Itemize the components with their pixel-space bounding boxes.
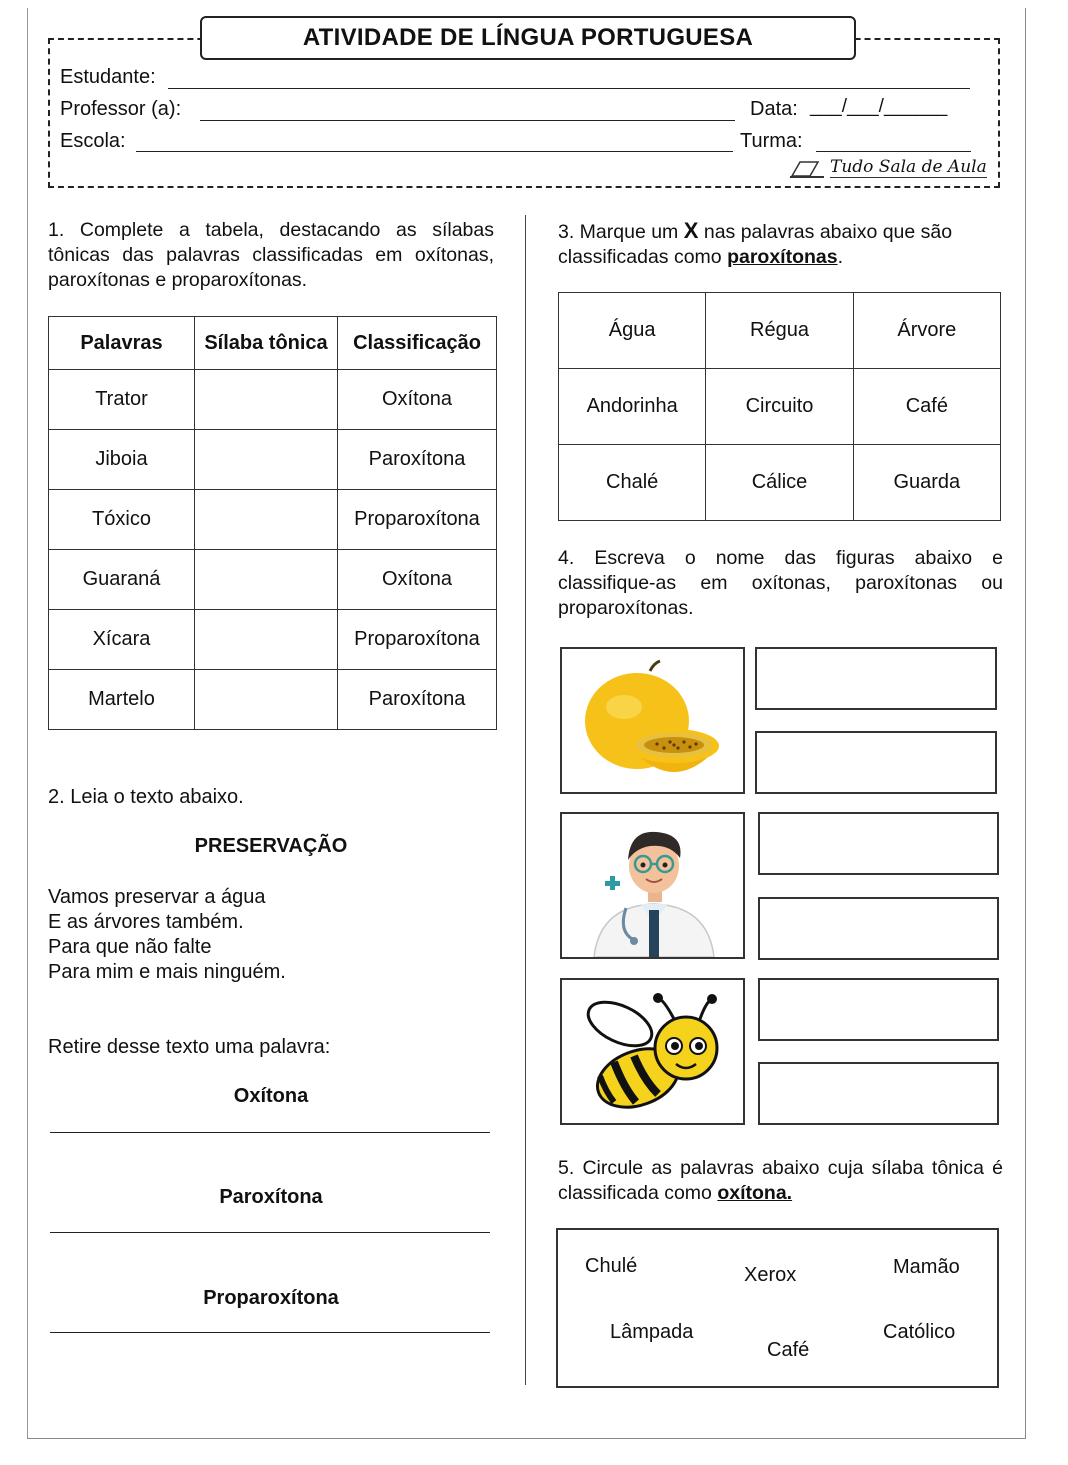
table-row (49, 490, 497, 550)
table-row (49, 430, 497, 490)
q3-x-mark: X (683, 218, 699, 243)
word-cell: Xícara (49, 610, 195, 670)
syllable-table (48, 316, 497, 730)
date-label: Data: (750, 98, 798, 120)
paroxytone-grid (558, 292, 1001, 521)
page-title: ATIVIDADE DE LÍNGUA PORTUGUESA (200, 16, 856, 60)
syllable-answer-cell[interactable] (195, 370, 338, 430)
q5-prompt-pre: 5. Circule as palavras abaixo cuja sílaba tônica é classificada como (558, 1157, 1003, 1204)
answer-class-bee[interactable] (758, 1062, 999, 1125)
table-row (49, 550, 497, 610)
teacher-line[interactable] (200, 120, 735, 121)
syllable-answer-cell[interactable] (195, 670, 338, 730)
circle-word-cafe[interactable]: Café (767, 1339, 810, 1361)
poem-line-2: E as árvores também. (48, 911, 244, 933)
brand-text: Tudo Sala de Aula (830, 156, 987, 177)
brand-logo (790, 156, 987, 178)
category-proparoxitona: Proparoxítona (203, 1287, 339, 1309)
grid-word[interactable]: Café (853, 369, 1000, 445)
syllable-answer-cell[interactable] (195, 430, 338, 490)
grid-word[interactable]: Árvore (853, 293, 1000, 369)
date-blanks[interactable]: ___/___/______ (810, 96, 948, 117)
circle-words-box (556, 1228, 999, 1388)
teacher-label: Professor (a): (60, 98, 182, 120)
q5-prompt (558, 1156, 1003, 1206)
board-icon (790, 156, 826, 178)
circle-word-chule[interactable]: Chulé (585, 1255, 638, 1277)
answer-name-fruit[interactable] (755, 647, 997, 710)
class-cell: Proparoxítona (338, 610, 497, 670)
poem-line-1: Vamos preservar a água (48, 886, 266, 908)
circle-word-catolico[interactable]: Católico (883, 1321, 956, 1343)
col-header-syllable: Sílaba tônica (195, 317, 338, 370)
grid-word[interactable]: Circuito (706, 369, 853, 445)
word-cell: Tóxico (49, 490, 195, 550)
doctor-icon (562, 814, 743, 957)
circle-word-mamao[interactable]: Mamão (893, 1256, 960, 1278)
category-paroxitona: Paroxítona (219, 1186, 323, 1208)
answer-line-paroxitona[interactable] (50, 1232, 490, 1233)
figure-box-fruit (560, 647, 745, 794)
figure-box-doctor (560, 812, 745, 959)
q2-prompt: 2. Leia o texto abaixo. (48, 786, 244, 808)
word-cell: Jiboia (49, 430, 195, 490)
grid-word[interactable]: Cálice (706, 445, 853, 521)
figure-box-bee (560, 978, 745, 1125)
poem-line-4: Para mim e mais ninguém. (48, 961, 286, 983)
syllable-answer-cell[interactable] (195, 550, 338, 610)
class-cell: Proparoxítona (338, 490, 497, 550)
syllable-answer-cell[interactable] (195, 490, 338, 550)
table-row (49, 370, 497, 430)
q3-prompt-pre: 3. Marque um (558, 221, 679, 243)
q1-prompt: 1. Complete a tabela, destacando as sílabas tônicas das palavras classificadas em oxítonas, paroxítonas e proparoxítonas. (48, 219, 494, 291)
word-cell: Trator (49, 370, 195, 430)
q5-prompt-key: oxítona. (717, 1182, 793, 1204)
student-label: Estudante: (60, 66, 156, 88)
syllable-answer-cell[interactable] (195, 610, 338, 670)
q3-prompt-key: paroxítonas (727, 246, 838, 268)
answer-name-bee[interactable] (758, 978, 999, 1041)
col-header-class: Classificação (338, 317, 497, 370)
grid-word[interactable]: Água (559, 293, 706, 369)
bee-icon (562, 980, 743, 1123)
q3-prompt (558, 218, 1003, 270)
grid-word[interactable]: Andorinha (559, 369, 706, 445)
q4-prompt: 4. Escreva o nome das figuras abaixo e classifique-as em oxítonas, paroxítonas ou proparoxítonas. (558, 547, 1003, 619)
class-cell: Oxítona (338, 550, 497, 610)
poem-title: PRESERVAÇÃO (194, 835, 348, 857)
circle-word-lampada[interactable]: Lâmpada (610, 1321, 694, 1343)
category-oxitona: Oxítona (233, 1085, 309, 1107)
poem-line-3: Para que não falte (48, 936, 212, 958)
school-line[interactable] (136, 151, 733, 152)
col-header-words: Palavras (49, 317, 195, 370)
q3-prompt-end: . (837, 246, 844, 268)
school-label: Escola: (60, 130, 126, 152)
table-row (49, 670, 497, 730)
q3-prompt-mid: nas palavras abaixo que são classificadas como (558, 221, 953, 268)
table-row (49, 610, 497, 670)
passion-fruit-icon (562, 649, 743, 792)
answer-class-fruit[interactable] (755, 731, 997, 794)
class-line[interactable] (816, 151, 971, 152)
word-cell: Martelo (49, 670, 195, 730)
column-divider (525, 215, 526, 1385)
answer-name-doctor[interactable] (758, 812, 999, 875)
class-cell: Oxítona (338, 370, 497, 430)
grid-word[interactable]: Chalé (559, 445, 706, 521)
word-cell: Guaraná (49, 550, 195, 610)
q2-instruction: Retire desse texto uma palavra: (48, 1036, 331, 1058)
answer-class-doctor[interactable] (758, 897, 999, 960)
answer-line-proparoxitona[interactable] (50, 1332, 490, 1333)
student-line[interactable] (168, 88, 970, 89)
circle-word-xerox[interactable]: Xerox (744, 1264, 797, 1286)
answer-line-oxitona[interactable] (50, 1132, 490, 1133)
class-cell: Paroxítona (338, 670, 497, 730)
class-label: Turma: (740, 130, 803, 152)
class-cell: Paroxítona (338, 430, 497, 490)
grid-word[interactable]: Régua (706, 293, 853, 369)
grid-word[interactable]: Guarda (853, 445, 1000, 521)
